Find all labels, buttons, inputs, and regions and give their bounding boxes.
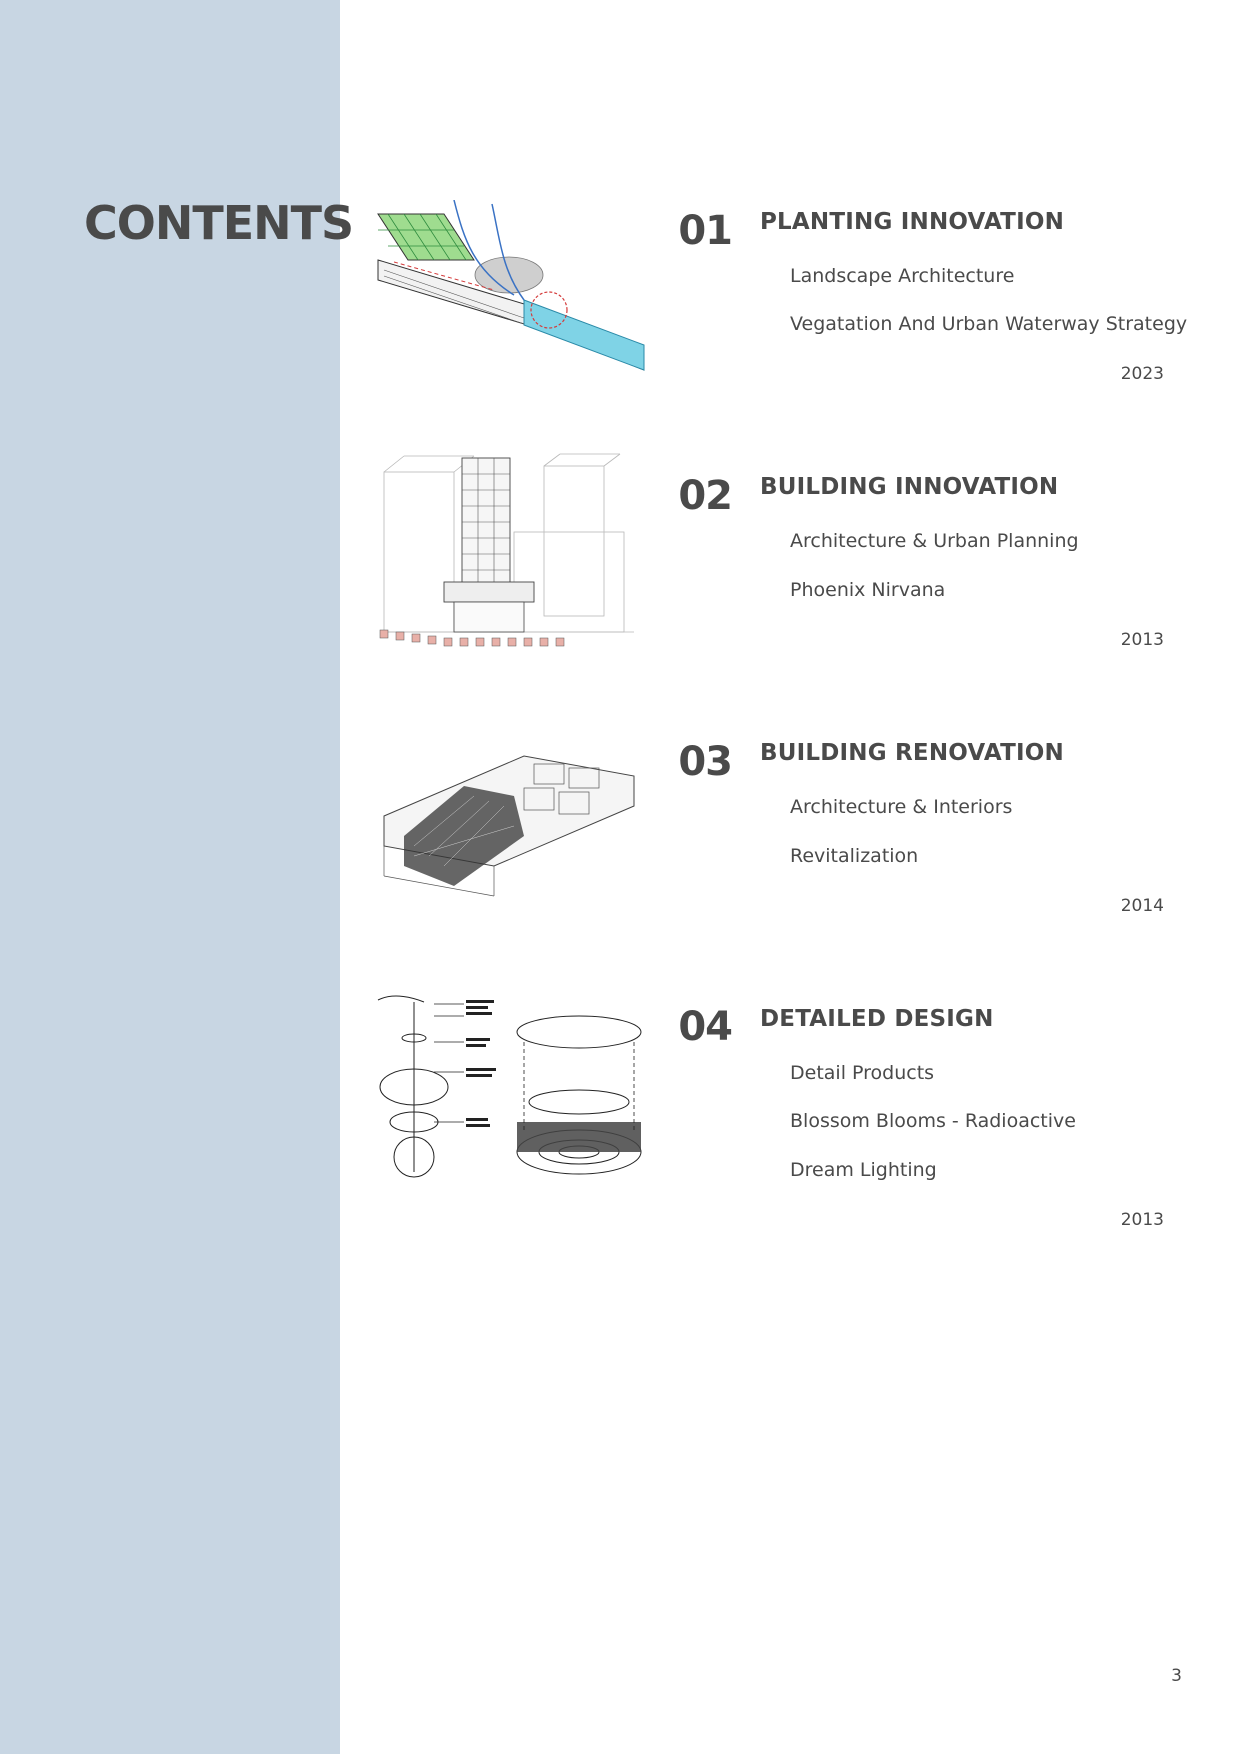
section-number: 01 bbox=[678, 208, 732, 254]
section-year: 2023 bbox=[1120, 364, 1164, 384]
section-subtitle: Architecture & Interiors bbox=[790, 796, 1013, 818]
landscape-section-diagram-icon bbox=[374, 200, 646, 400]
section-year: 2013 bbox=[1120, 1210, 1164, 1230]
section-subtitle: Blossom Blooms - Radioactive bbox=[790, 1110, 1076, 1132]
section-title: DETAILED DESIGN bbox=[760, 1006, 994, 1032]
tower-axonometric-drawing-icon bbox=[374, 452, 646, 652]
section-subtitle: Landscape Architecture bbox=[790, 265, 1015, 287]
section-subtitle: Phoenix Nirvana bbox=[790, 579, 946, 601]
renovation-axonometric-drawing-icon bbox=[374, 726, 646, 926]
section-year: 2014 bbox=[1120, 896, 1164, 916]
section-subtitle: Architecture & Urban Planning bbox=[790, 530, 1079, 552]
section-subtitle: Detail Products bbox=[790, 1062, 935, 1084]
section-subtitle: Vegatation And Urban Waterway Strategy bbox=[790, 313, 1188, 335]
section-subtitle: Dream Lighting bbox=[790, 1159, 937, 1181]
section-number: 04 bbox=[678, 1004, 732, 1050]
sidebar bbox=[0, 0, 340, 1754]
section-number: 03 bbox=[678, 739, 732, 785]
section-year: 2013 bbox=[1120, 630, 1164, 650]
contents-title: CONTENTS bbox=[84, 196, 354, 250]
section-title: BUILDING INNOVATION bbox=[760, 474, 1059, 500]
section-title: BUILDING RENOVATION bbox=[760, 740, 1064, 766]
section-subtitle: Revitalization bbox=[790, 845, 919, 867]
section-number: 02 bbox=[678, 473, 732, 519]
lighting-exploded-drawing-icon bbox=[374, 992, 646, 1192]
section-title: PLANTING INNOVATION bbox=[760, 209, 1065, 235]
page-number: 3 bbox=[1171, 1666, 1182, 1686]
